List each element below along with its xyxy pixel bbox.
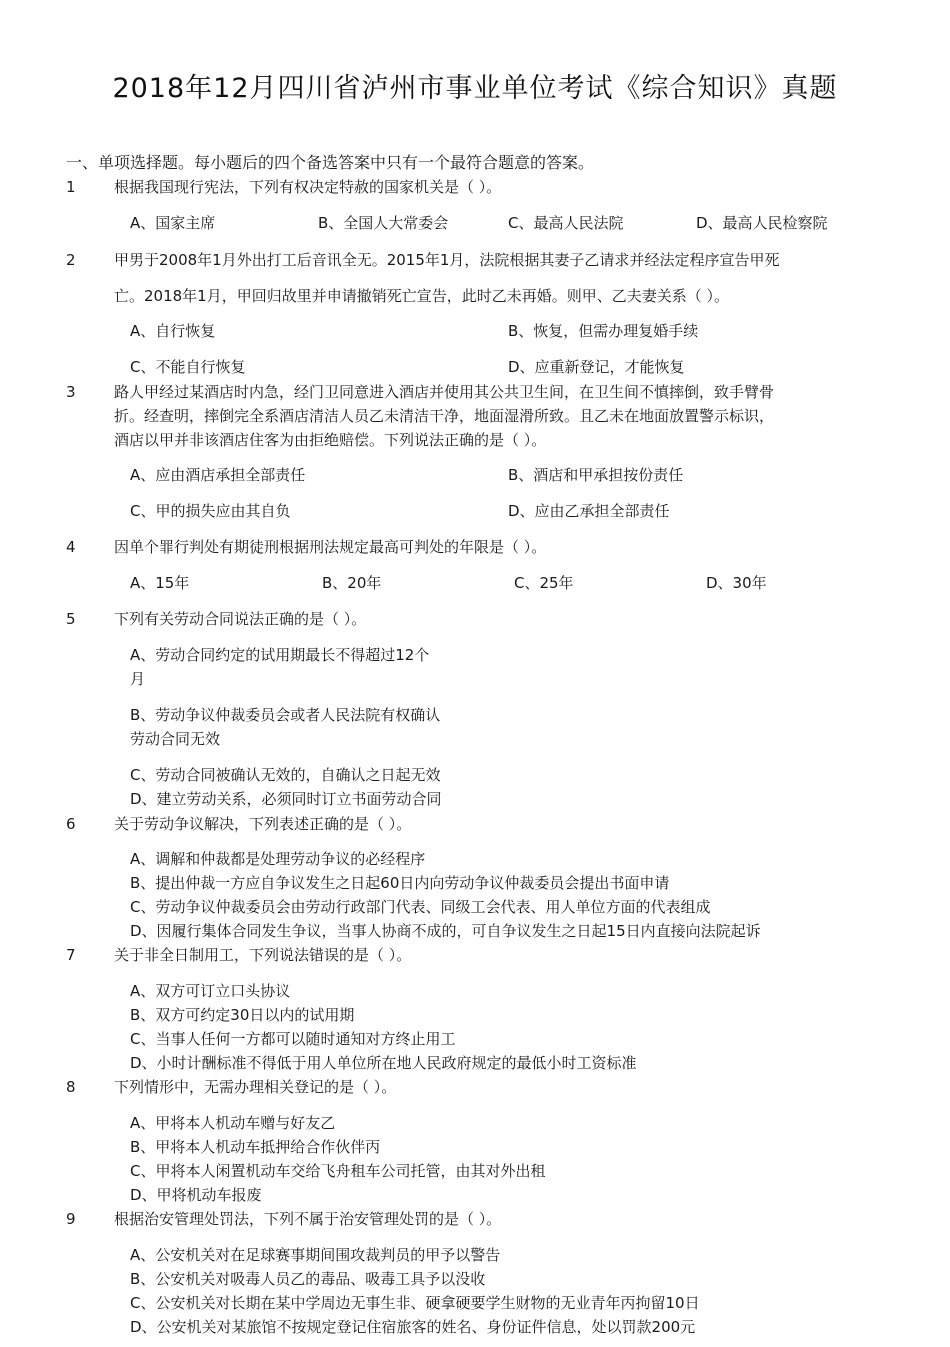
option-c: C、最高人民法院	[508, 214, 624, 232]
question-text: 亡。2018年1月，甲回归故里并申请撤销死亡宣告，此时乙未再婚。则甲、乙夫妻关系（ ）。	[114, 287, 729, 305]
option-d: D、甲将机动车报废	[130, 1186, 262, 1204]
question-text: 下列有关劳动合同说法正确的是（ ）。	[114, 610, 367, 628]
question-text: 关于劳动争议解决，下列表述正确的是（ ）。	[114, 815, 412, 833]
question-text: 根据治安管理处罚法，下列不属于治安管理处罚的是（ ）。	[114, 1210, 502, 1228]
option-a: A、调解和仲裁都是处理劳动争议的必经程序	[130, 850, 426, 868]
option-a: A、公安机关对在足球赛事期间围攻裁判员的甲予以警告	[130, 1246, 501, 1264]
question-text: 下列情形中，无需办理相关登记的是（ ）。	[114, 1078, 397, 1096]
option-d: D、应重新登记，才能恢复	[508, 358, 685, 376]
option-d: D、小时计酬标准不得低于用人单位所在地人民政府规定的最低小时工资标准	[130, 1054, 637, 1072]
question-number: 5	[66, 610, 76, 628]
option-d: D、因履行集体合同发生争议，当事人协商不成的，可自争议发生之日起15日内直接向法院起诉	[130, 922, 761, 940]
question-text: 路人甲经过某酒店时内急，经门卫同意进入酒店并使用其公共卫生间，在卫生间不慎摔倒，致手臂骨	[114, 383, 775, 401]
option-b: B、甲将本人机动车抵押给合作伙伴丙	[130, 1138, 381, 1156]
option-c: C、当事人任何一方都可以随时通知对方终止用工	[130, 1030, 456, 1048]
option-d: D、建立劳动关系，必须同时订立书面劳动合同	[130, 790, 442, 808]
question-text: 酒店以甲并非该酒店住客为由拒绝赔偿。下列说法正确的是（ ）。	[114, 431, 547, 449]
question-number: 9	[66, 1210, 76, 1228]
option-c: C、不能自行恢复	[130, 358, 246, 376]
question-text: 甲男于2008年1月外出打工后音讯全无。2015年1月，法院根据其妻子乙请求并经法定程序宣告甲死	[114, 251, 780, 269]
option-b-continued: 劳动合同无效	[130, 730, 221, 748]
option-c: C、劳动合同被确认无效的，自确认之日起无效	[130, 766, 441, 784]
question-text: 折。经查明，摔倒完全系酒店清洁人员乙未清洁干净，地面湿滑所致。且乙未在地面放置警示标识，	[114, 407, 775, 425]
option-a: A、国家主席	[130, 214, 216, 232]
option-b: B、双方可约定30日以内的试用期	[130, 1006, 355, 1024]
option-b: B、提出仲裁一方应自争议发生之日起60日内向劳动争议仲裁委员会提出书面申请	[130, 874, 670, 892]
option-b: B、公安机关对吸毒人员乙的毒品、吸毒工具予以没收	[130, 1270, 486, 1288]
option-b: B、全国人大常委会	[318, 214, 449, 232]
option-c: C、劳动争议仲裁委员会由劳动行政部门代表、同级工会代表、用人单位方面的代表组成	[130, 898, 711, 916]
option-a: A、双方可订立口头协议	[130, 982, 291, 1000]
option-a-continued: 月	[130, 670, 146, 688]
option-c: C、甲的损失应由其自负	[130, 502, 291, 520]
question-number: 7	[66, 946, 76, 964]
question-text: 因单个罪行判处有期徒刑根据刑法规定最高可判处的年限是（ ）。	[114, 538, 547, 556]
question-number: 6	[66, 815, 76, 833]
question-number: 4	[66, 538, 76, 556]
section-heading: 一、单项选择题。每小题后的四个备选答案中只有一个最符合题意的答案。	[66, 153, 595, 172]
option-a: A、甲将本人机动车赠与好友乙	[130, 1114, 336, 1132]
question-number: 2	[66, 251, 76, 269]
option-d: D、最高人民检察院	[696, 214, 828, 232]
option-d: D、30年	[706, 574, 767, 592]
option-b: B、酒店和甲承担按份责任	[508, 466, 684, 484]
question-text: 关于非全日制用工，下列说法错误的是（ ）。	[114, 946, 412, 964]
option-d: D、应由乙承担全部责任	[508, 502, 670, 520]
option-a: A、15年	[130, 574, 190, 592]
option-c: C、25年	[514, 574, 574, 592]
question-text: 根据我国现行宪法，下列有权决定特赦的国家机关是（ ）。	[114, 178, 502, 196]
option-c: C、公安机关对长期在某中学周边无事生非、硬拿硬要学生财物的无业青年丙拘留10日	[130, 1294, 700, 1312]
option-b: B、20年	[322, 574, 382, 592]
question-number: 3	[66, 383, 76, 401]
option-b: B、恢复，但需办理复婚手续	[508, 322, 699, 340]
option-b: B、劳动争议仲裁委员会或者人民法院有权确认	[130, 706, 441, 724]
document-title: 2018年12月四川省泸州市事业单位考试《综合知识》真题	[112, 73, 838, 104]
option-d: D、公安机关对某旅馆不按规定登记住宿旅客的姓名、身份证件信息，处以罚款200元	[130, 1318, 696, 1336]
option-c: C、甲将本人闲置机动车交给飞舟租车公司托管，由其对外出租	[130, 1162, 546, 1180]
option-a: A、劳动合同约定的试用期最长不得超过12个	[130, 646, 430, 664]
question-number: 1	[66, 178, 76, 196]
question-number: 8	[66, 1078, 76, 1096]
option-a: A、自行恢复	[130, 322, 216, 340]
option-a: A、应由酒店承担全部责任	[130, 466, 306, 484]
